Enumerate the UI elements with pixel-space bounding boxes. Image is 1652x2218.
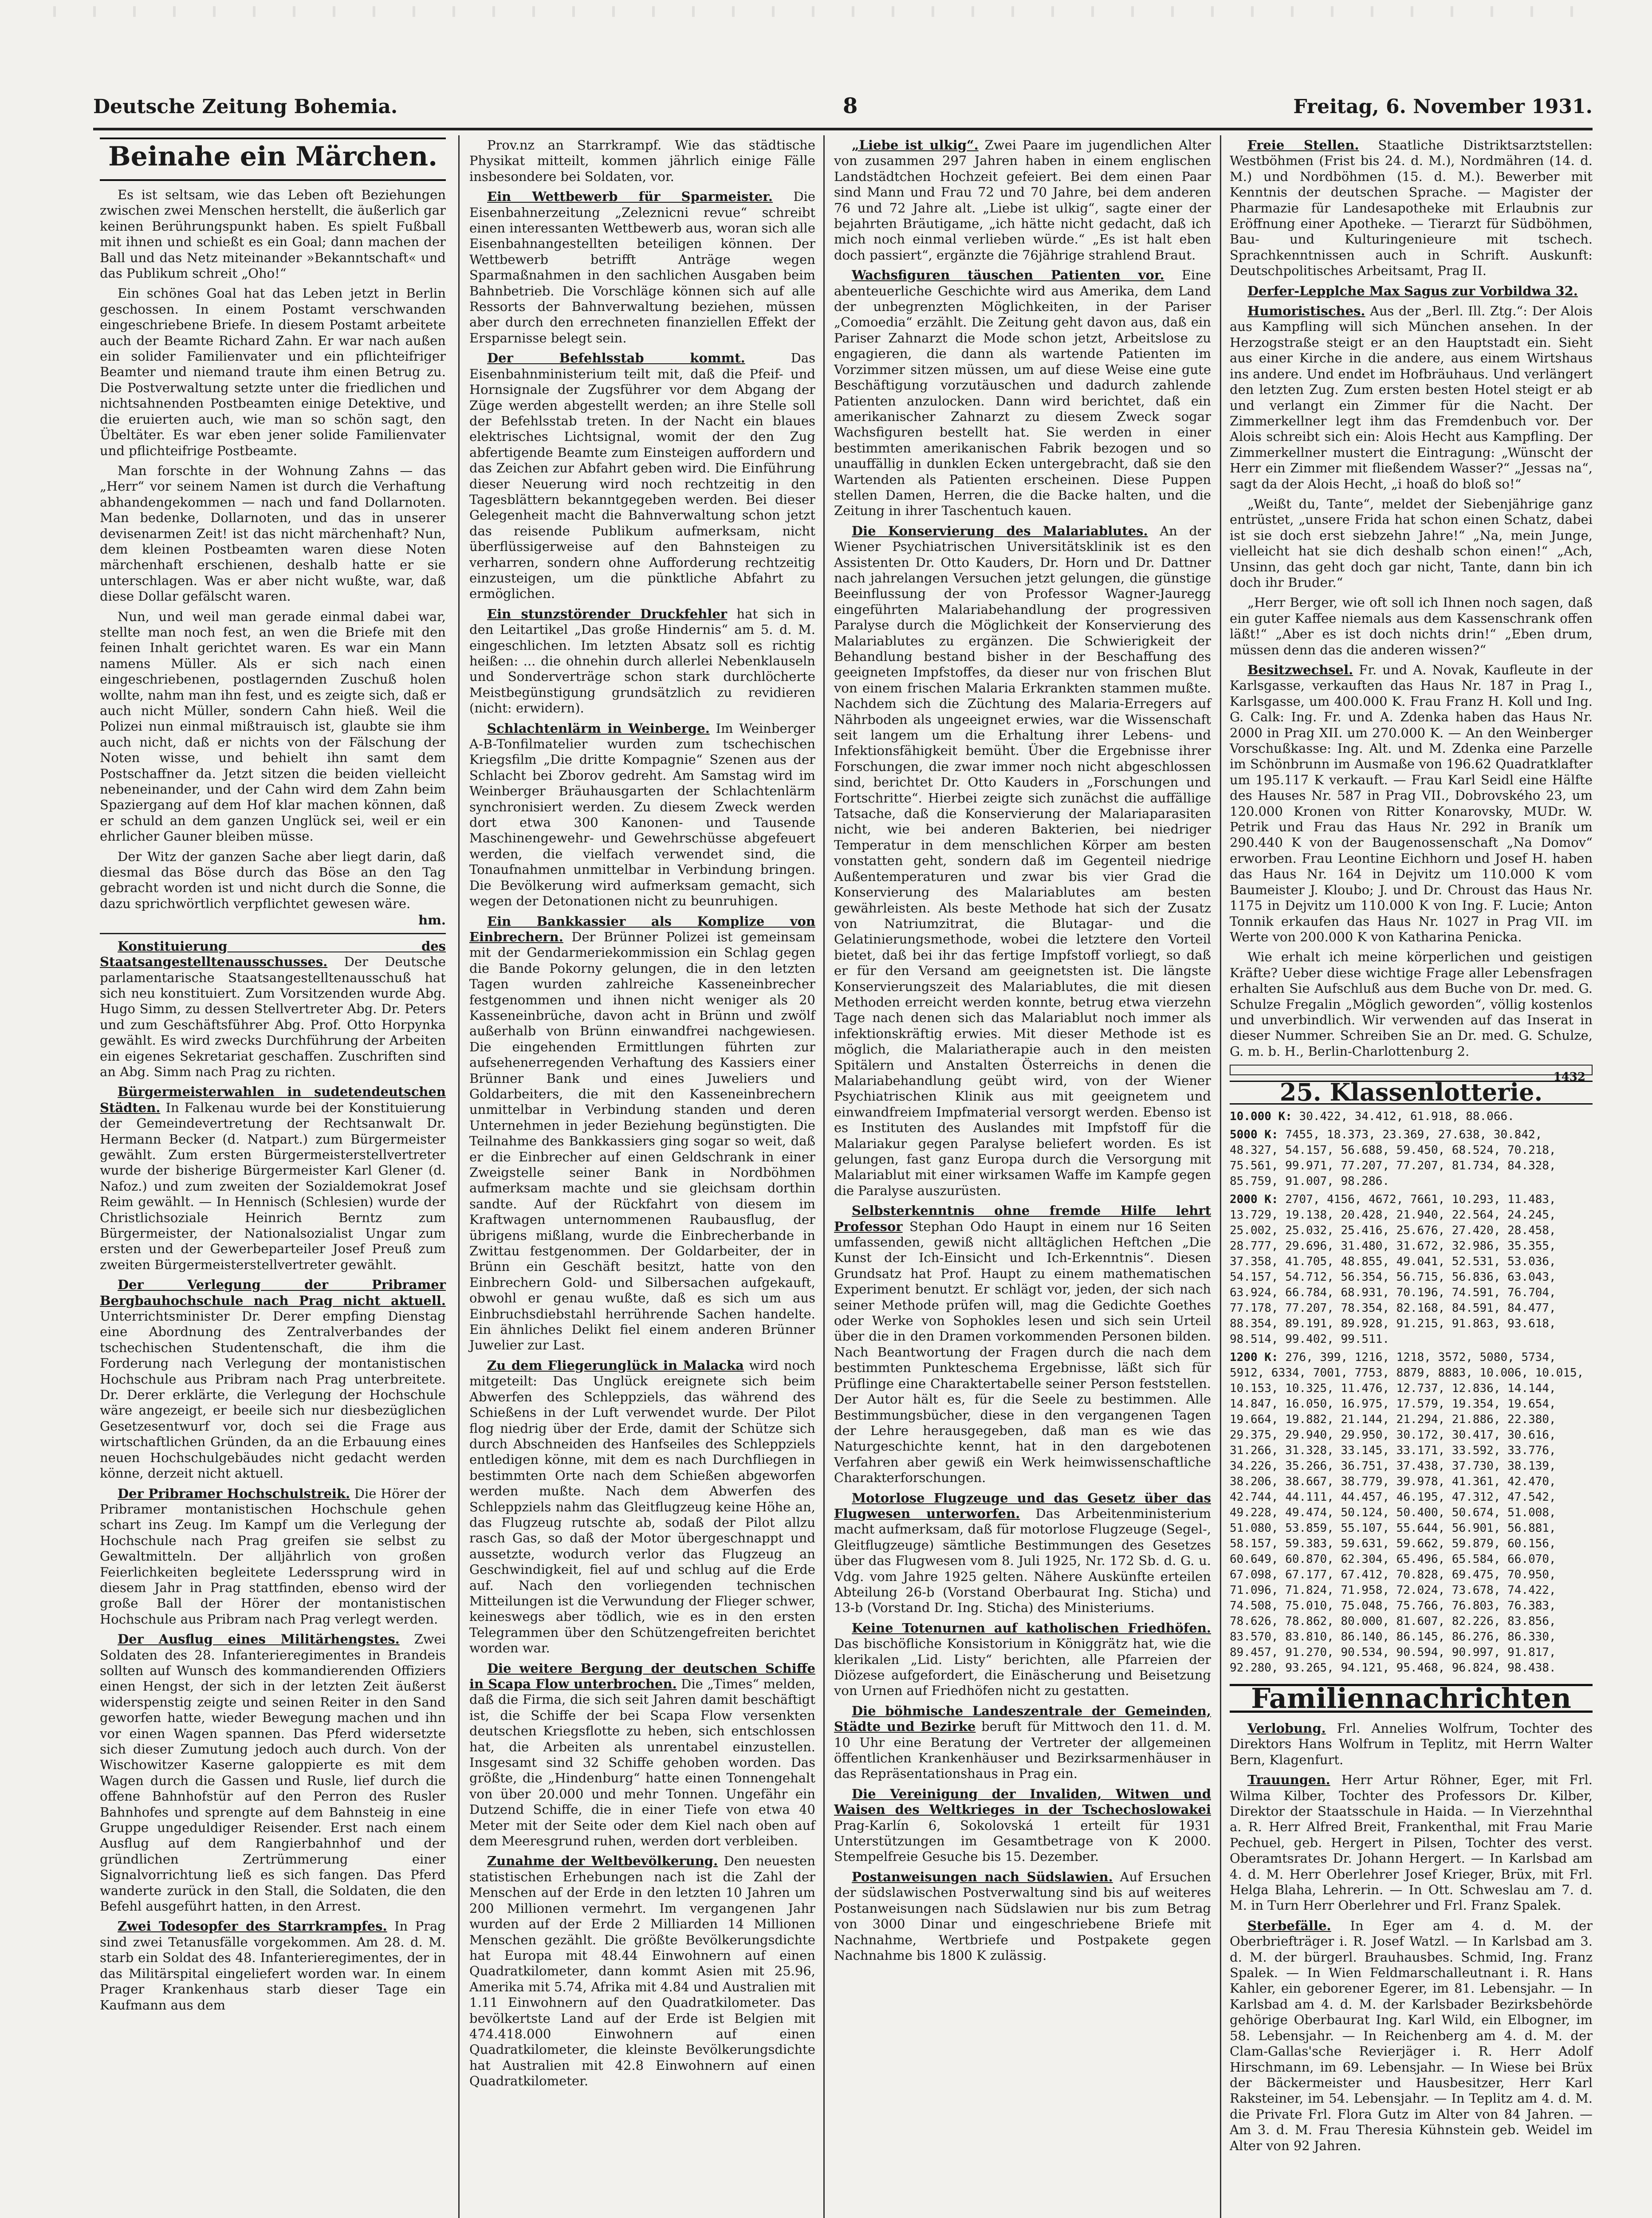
news-item-headline: Bürgermeisterwahlen in sudetendeutschen Städten. <box>100 1084 446 1115</box>
column-4 <box>1230 138 1593 2158</box>
news-items <box>834 138 1211 1963</box>
news-item-headline: Die Konservierung des Malariablutes. <box>852 523 1148 539</box>
family-notice <box>1230 1772 1593 1914</box>
lottery-numbers: 7455, 18.373, 23.369, 27.638, 30.842, 48.327, 54.157, 56.688, 59.450, 68.524, 70.218, 75.561, 99.971, 77.207, 77.207, 81.734, 84.328, 85.759, 91.007, 98.286. <box>1230 1128 1556 1188</box>
news-item <box>1230 662 1593 945</box>
author-signature: hm. <box>418 912 446 928</box>
news-item-headline: Der Verlegung der Pribramer Bergbauhochschule nach Prag nicht aktuell. <box>100 1277 446 1308</box>
news-item-headline: Keine Totenurnen auf katholischen Friedhöfen. <box>852 1620 1211 1636</box>
news-item-text: Staatliche Distriktsarztstellen: Westböhmen (Frist bis 24. d. M.), Nordmähren (14. d. M.) und Nordböhmen (15. d. M.). Bewerber mit Kenntnis der deutschen Sprache. — Magister der Pharmazie für Landesapotheke mit Erlaubnis zur Eröffnung einer Apotheke. — Tierarzt für Südböhmen, Bau- und Kulturingenieure mit tschech. Sprachkenntnissen auch in Schrift. Auskunft: Deutschpolitisches Arbeitsamt, Prag II. <box>1230 138 1593 279</box>
news-item-text: Das Arbeitenministerium macht aufmerksam, daß für motorlose Flugzeuge (Segel-, Gleitflugzeuge) sämtliche Bestimmungen des Gesetzes über das Flugwesen vom 8. Juli 1925, Nr. 172 Sb. d. G. u. Vdg. vom Jahre 1925 gelten. Nähere Auskünfte erteilen Abteilung 26-b (Vorstand Oberbaurat Ing. Sticha) und 13-b (Vorstand Dr. Ing. Sticha) des Ministeriums. <box>834 1506 1211 1616</box>
news-item-headline: Ein Wettbewerb für Sparmeister. <box>487 189 773 204</box>
news-item-headline: Die böhmische Landeszentrale der Gemeinden, Städte und Bezirke <box>834 1703 1211 1734</box>
news-item <box>1230 138 1593 279</box>
news-item-headline: Ein stunzstörender Druckfehler <box>487 606 728 621</box>
ad-number: 1432 <box>1553 1070 1585 1084</box>
news-item <box>469 138 815 185</box>
news-item <box>469 1661 815 1849</box>
news-item-text: Das bischöfliche Konsistorium in Königgrätz hat, wie die klerikalen „Lid. Listy“ berichten, alle Pfarreien der Diözese aufgefordert, die Einäscherung und Beisetzung von Urnen auf Friedhöfen nicht zu gestatten. <box>834 1636 1211 1699</box>
news-item <box>834 1490 1211 1616</box>
news-item <box>834 267 1211 519</box>
masthead <box>93 91 1593 122</box>
feuilleton-header <box>100 138 446 181</box>
family-notice-text: In Eger am 4. d. M. der Oberbriefträger i. R. Josef Watzl. — In Karlsbad am 3. d. M. der bürgerl. Brauhausbes. Schmid, Ing. Franz Spalek. — In Wien Feldmarschalleutnant i. R. Hans Kahler, ein geborener Egerer, im 81. Lebensjahr. — In Karlsbad am 4. d. M. der Karlsbader Bezirksbehörde gehörige Oberbaurat Ing. Karl Wild, ein Elbogner, im 58. Lebensjahr. — In Reichenberg am 4. d. M. der Clam-Gallas'sche Revierjäger i. R. Herr Adolf Hirschmann, im 69. Lebensjahr. — In Wiese bei Brüx der Bäckermeister und Hausbesitzer, Herr Karl Raksteiner, im 54. Lebensjahr. — In Teplitz am 4. d. M. die Private Frl. Flora Gutz im Alter von 84 Jahren. — Am 3. d. M. Frau Theresia Kühnstein geb. Weidel im Alter von 92 Jahren. <box>1230 1918 1593 2153</box>
lottery-numbers: 30.422, 34.412, 61.918, 88.066. <box>1299 1109 1514 1123</box>
paragraph: Ein schönes Goal hat das Leben jetzt in Berlin geschossen. In einem Postamt verschwanden eingeschriebene Briefe. In diesem Postamt arbeitete auch der Beamte Richard Zahn. Er war nach außen ein solider Familienvater und ein pflichteifriger Beamter und niemand traute ihm einen Betrug zu. Die Postverwaltung setzte unter die friedlichen und nichtsahnenden Postbeamten einige Detektive, und die eruierten auch, wie man so schön sagt, den Übeltäter. Es war eben jener solide Familienvater und pflichteifrige Postbeamte. <box>100 286 446 458</box>
column-separator <box>823 135 825 2218</box>
news-item-headline: Zunahme der Weltbevölkerung. <box>487 1853 718 1869</box>
news-item-headline: Konstituierung des Staatsangestelltenausschusses. <box>100 938 446 970</box>
news-item <box>100 1084 446 1273</box>
news-item <box>834 523 1211 1199</box>
news-item-text: Im Weinberger A-B-Tonfilmatelier wurden zum tschechischen Kriegsfilm „Die dritte Kompagnie“ Szenen aus der Schlacht bei Zborov gedreht. Am Samstag wird im Weinberger Bräuhausgarten der Schlachtenlärm synchronisiert werden. Zu diesem Zweck werden dort etwa 300 Kanonen- und Tausende Maschinengewehr- und Gewehrschüsse abgefeuert werden, die vielfach verwendet sind, die Tonaufnahmen unmittelbar in Verbindung bringen. Die Bevölkerung wird aufmerksam gemacht, sich wegen der Detonationen nicht zu beunruhigen. <box>469 720 815 909</box>
masthead-rule <box>93 128 1593 130</box>
news-item-text: In Prag sind zwei Tetanusfälle vorgekommen. Am 28. d. M. starb ein Soldat des 48. Infanterieregimentes, der in das Militärspital eingeliefert worden war. In einem Prager Krankenhaus starb dieser Tage ein Kaufmann aus dem <box>100 1919 446 2013</box>
news-item <box>469 721 815 909</box>
news-item-text: Das Eisenbahnministerium teilt mit, daß die Pfeif- und Hornsignale der Zugsführer vor dem Abgang der Züge werden abgestellt werden; an ihre Stelle soll der Befehlsstab treten. In der Nacht ein blaues elektrisches Lichtsignal, womit der den Zug abfertigende Beamte zum Einsteigen auffordern und das Zeichen zur Abfahrt geben wird. Die Einführung dieser Neuerung wird noch rechtzeitig in den Tagesblättern bekanntgegeben werden. Bei dieser Gelegenheit macht die Bahnverwaltung schon jetzt das reisende Publikum aufmerksam, nicht überflüssigerweise auf den Bahnsteigen zu verharren, sondern ohne Aufforderung rechtzeitig einzusteigen, um die pünktliche Abfahrt zu ermöglichen. <box>469 350 815 602</box>
news-item <box>1230 283 1593 299</box>
news-item-text: Die Eisenbahnerzeitung „Zeleznicni revue“ schreibt einen interessanten Wettbewerb aus, woran sich alle Eisenbahnangestellten beteiligen können. Der Wettbewerb betrifft Anträge wegen Sparmaßnahmen in den sachlichen Ausgaben beim Bahnbetrieb. Die Vorschläge können sich auf alle Ressorts der Bahnverwaltung beziehen, müssen aber durch den errechneten finanziellen Effekt der Ersparnisse belegt sein. <box>469 189 816 346</box>
divider <box>100 933 446 934</box>
family-notice-text: Frl. Annelies Wolfrum, Tochter des Direktors Hans Wolfrum in Teplitz, mit Herrn Walter Bern, Klagenfurt. <box>1230 1720 1593 1767</box>
news-item-headline: Motorlose Flugzeuge und das Gesetz über das Flugwesen unterworfen. <box>834 1490 1211 1521</box>
family-notice-text: Herr Artur Röhner, Eger, mit Frl. Wilma Kilber, Tochter des Professors Dr. Kilber, Direktor der Staatsschule in Haida. — In Vierzehnthal a. R. Herr Alfred Breit, Frankenthal, mit Frau Marie Pechuel, geb. Hergert in Pilsen, Tochter des verst. Oberamtsrates Dr. Johann Hergert. — In Karlsbad am 4. d. M. Herr Oberlehrer Josef Krieger, Brüx, mit Frl. Helga Blaha, Lehrerin. — In Ott. Schweslau am 7. d. M. in Turn Herr Oberlehrer und Frl. Franz Spalek. <box>1230 1772 1593 1913</box>
news-item-headline: Selbsterkenntnis ohne fremde Hilfe lehrt Professor <box>834 1203 1211 1234</box>
paragraph: Der Witz der ganzen Sache aber liegt darin, daß diesmal das Böse durch das Böse an den Tag gebracht worden ist und nicht durch die Sonne, die dazu sprichwörtlich verpflichtet gewesen wäre. <box>100 849 446 911</box>
news-items <box>1230 138 1593 1059</box>
paragraph: Nun, und weil man gerade einmal dabei war, stellte man noch fest, an wen die Briefe mit den feinen Inhalt gerichtet waren. Es war ein Mann namens Müller. Als er sich nach einen eingeschriebenen, postlagernden Zuschuß holen wollte, nahm man ihn fest, und es zeigte sich, daß er auch nicht Müller, sondern Cahn hieß. Weil die Polizei nun einmal mißtrauisch ist, glaubte sie ihm auch nicht, daß er nichts von der Fälschung der Noten wisse, und behielt ihn samt dem Postschaffner da. Jetzt sitzen die beiden vielleicht nebeneinander, und der Cahn wird dem Zahn beim Spaziergang auf dem Hof klar machen können, daß er schuld an dem ganzen Unglück sei, weil er ein ehrlicher Gauner bleiben müsse. <box>100 609 446 844</box>
column-separator <box>1220 135 1221 2218</box>
news-item-text: Prov.nz an Starrkrampf. Wie das städtische Physikat mitteilt, kommen jährlich einige Fälle insbesondere bei Soldaten, vor. <box>469 138 815 184</box>
news-item-text: Der Deutsche parlamentarische Staatsangestelltenausschuß hat sich neu konstituiert. Zum Vorsitzenden wurde Abg. Hugo Simm, zu dessen Stellvertreter Abg. Dr. Peters und zum Geschäftsführer Abg. Prof. Otto Horpynka gewählt. Es wird zwecks Durchführung der Arbeiten ein eigenes Sekretariat geschaffen. Zuschriften sind an Abg. Simm nach Prag zu richten. <box>100 954 446 1079</box>
family-section-title: Familiennachrichten <box>1230 1684 1593 1713</box>
family-notice-headline: Sterbefälle. <box>1247 1918 1331 1933</box>
column-2 <box>469 138 815 2094</box>
news-item-headline: Besitzwechsel. <box>1247 662 1353 677</box>
family-notice-headline: Verlobung. <box>1247 1720 1326 1736</box>
news-item-headline: Zwei Todesopfer des Starrkrampfes. <box>118 1919 387 1934</box>
news-item <box>100 939 446 1080</box>
feuilleton-body <box>100 187 446 928</box>
news-items <box>100 939 446 2013</box>
news-item <box>100 1277 446 1481</box>
news-item-text: An der Wiener Psychiatrischen Universitätsklinik ist es den Assistenten Dr. Otto Kauders, Dr. Horn und Dr. Dattner nach jahrelangen Versuchen jetzt gelungen, die günstige Beeinflussung der von Professor Wagner-Jauregg eingeführten Malariabehandlung der progressiven Paralyse durch die Möglichkeit der Konservierung des Malariablutes zu ergänzen. Die Schwierigkeit der Behandlung bestand bisher in der Beschaffung des geeigneten Impfstoffes, da dieser nur von frischen Blut von einem frischen Malaria Erkrankten stammen mußte. Nachdem sich die Züchtung des Malaria-Erregers auf Nährboden als ungeeignet erwies, war die Wissenschaft seit langem um die Erhaltung ihrer Lebens- und Infektionsfähigkeit bemüht. Über die Ergebnisse ihrer Forschungen, die zwar immer noch nicht abgeschlossen sind, berichtet Dr. Otto Kauders in „Forschungen und Fortschritte“. Hierbei zeigte sich zunächst die auffällige Tatsache, daß die Konservierung der Malariaparasiten nicht, wie bei anderen Bakterien, bei niedriger Temperatur in dem menschlichen Körper am besten vonstatten geht, sondern daß im Gegenteil niedrige Außentemperaturen und zwar bis vier Grad die Konservierung des Malariablutes am besten gewährleisten. Als beste Methode hat sich der Zusatz von Natriumzitrat, die Blutagar- und die Gelatinierungsmethode, wobei die letztere den Vorteil bietet, daß bei ihr das fertige Impfstoff vorliegt, so daß er für den Versand am geeignetsten ist. Die längste Konservierungszeit des Malariablutes, die mit diesen Methoden erreicht werden konnte, betrug etwa vierzehn Tage nach denen sich das Malariablut noch immer als infektionskräftig erwies. Mit dieser Methode ist es möglich, die Malariatherapie auch in den meisten Spitälern und Anstalten Österreichs in denen die Malariabehandlung geübt wird, von der Wiener Psychiatrischen Klinik aus mit geeignetem und einwandfreiem Impfmaterial versorgt werden. Ebenso ist es Instituten des Auslandes mit Impfstoff für die Malariakur gegen Paralyse beliefert worden. Es ist gelungen, fast ganz Europa durch die Versorgung mit Malariablut mit einer wirksamen Waffe im Kampfe gegen die Paralyse auszurüsten. <box>834 523 1211 1198</box>
news-item-text: Den neuesten statistischen Erhebungen nach ist die Zahl der Menschen auf der Erde in den letzten 10 Jahren um 200 Millionen vermehrt. Im vergangenen Jahr wurden auf der Erde 2 Milliarden 14 Millionen Menschen gezählt. Die größte Bevölkerungsdichte hat Europa mit 48.44 Einwohnern auf einen Quadratkilometer, dann kommt Asien mit 25.96, Amerika mit 5.74, Afrika mit 4.84 und Australien mit 1.11 Einwohnern auf den Quadratkilometer. Das bevölkertste Land auf der Erde ist Belgien mit 474.418.000 Einwohnern auf einen Quadratkilometer, die kleinste Bevölkerungsdichte hat Australien mit 42.8 Einwohnern auf einen Quadratkilometer. <box>469 1853 815 2089</box>
lottery-numbers: 2707, 4156, 4672, 7661, 10.293, 11.483, 13.729, 19.138, 20.428, 21.940, 22.564, 24.245, 25.002, 25.032, 25.416, 25.676, 27.420, 28.458, 28.777, 29.696, 31.480, 31.672, 32.986, 35.355, 37.358, 41.705, 48.855, 49.041, 52.531, 53.036, 54.157, 54.712, 56.354, 56.715, 56.836, 63.043, 63.924, 66.784, 68.931, 70.196, 74.591, 76.704, 77.178, 77.207, 78.354, 82.168, 84.591, 84.477, 88.354, 89.191, 89.928, 91.215, 91.863, 93.618, 98.514, 99.402, 99.511. <box>1230 1192 1556 1346</box>
news-item <box>469 1358 815 1656</box>
news-item-text: Auf Ersuchen der südslawischen Postverwaltung sind bis auf weiteres Postanweisungen nach Südslawien nur bis zum Betrag von 3000 Dinar und eingeschriebene Briefe mit Nachnahme, Wertbriefe und Postpakete gegen Nachnahme bis 1800 K zulässig. <box>834 1869 1211 1963</box>
news-item-text: In Falkenau wurde bei der Konstituierung der Gemeindevertretung der Rechtsanwalt Dr. Hermann Becker (d. Natpart.) zum Bürgermeister gewählt. Zum ersten Bürgermeisterstellvertreter wurde der bisherige Bürgermeister Karl Glener (d. Nafoz.) und zum zweiten der Sozialdemokrat Josef Reim gewählt. — In Hennisch (Schlesien) wurde der Christlichsoziale Heinrich Berntz zum Bürgermeister, der Nationalsozialist Ungar zum ersten und der Gewerbeparteiler Josef Preuß zum zweiten Bürgermeisterstellvertreter gewählt. <box>100 1100 446 1272</box>
news-item-text: „Weißt du, Tante“, meldet der Siebenjährige ganz entrüstet, „unsere Frida hat schon einen Schatz, dabei ist sie doch erst siebzehn Jahre!“ „Na, mein Junge, vielleicht hat sie dich deshalb schon einen!“ „Ach, Unsinn, das geht doch gar nicht, Tante, dann bin ich doch ihr Bruder.“ <box>1230 496 1593 590</box>
news-item-headline: Humoristisches. <box>1247 303 1365 319</box>
feuilleton-title: Beinahe ein Märchen. <box>108 141 438 172</box>
news-item <box>834 138 1211 263</box>
family-notice <box>1230 1721 1593 1768</box>
column-3 <box>834 138 1211 1968</box>
news-item <box>1230 496 1593 590</box>
family-notice <box>1230 1918 1593 2154</box>
news-item-text: „Herr Berger, wie oft soll ich Ihnen noch sagen, daß ein guter Kaffee niemals aus dem Kassenschrank offen läßt!“ „Aber es ist doch nichts drin!“ „Eben drum, müssen denn das die anderen wissen?“ <box>1230 595 1593 657</box>
scan-edge-noise <box>53 6 1597 17</box>
page-number: 8 <box>843 94 858 118</box>
paragraph: Es ist seltsam, wie das Leben oft Beziehungen zwischen zwei Menschen herstellt, die äußerlich gar keinen Berührungspunkt haben. Es spielt Fußball mit ihnen und schießt es ein Goal; dann machen der Ball und das Netz miteinander »Bekanntschaft« und das Publikum schreit „Oho!“ <box>100 187 446 281</box>
news-item-text: wird noch mitgeteilt: Das Unglück ereignete sich beim Abwerfen des Schleppziels, das während des Schießens in der Luft verwendet wurde. Der Pilot flog niedrig über der Erde, damit der Schütze sich durch Abschneiden des Hanfseiles des Schleppziels entledigen könne, mit dem es nach Durchfliegen in bestimmten Orte nach dem Schießen abgeworfen werden mußte. Nach dem Abwerfen des Schleppziels nahm das Gleitflugzeug keine Höhe an, das Flugzeug rutschte ab, sodaß der Pilot allzu rasch Gas, so daß der Motor übergeschnappt und aussetzte, wodurch verlor das Flugzeug an Geschwindigkeit, fiel auf und schlug auf die Erde auf. Nach den vorliegenden technischen Mitteilungen ist die Verwundung der Flieger schwer, keineswegs aber tödlich, wie es in den ersten Telegrammen über den Schützengefreiten berichtet worden war. <box>469 1357 815 1656</box>
news-item <box>469 914 815 1353</box>
lottery-results <box>1230 1109 1593 1676</box>
lottery-prize-label: 5000 K: <box>1230 1128 1278 1141</box>
family-notices <box>1230 1721 1593 2154</box>
column-separator <box>458 135 460 2218</box>
news-item <box>469 350 815 602</box>
news-item-headline: „Liebe ist ulkig“. <box>852 138 979 153</box>
family-notice-headline: Trauungen. <box>1247 1772 1330 1788</box>
news-item <box>1230 303 1593 492</box>
news-item-text: Stephan Odo Haupt in einem nur 16 Seiten umfassenden, gewiß nicht alltäglichen Heftchen „Die Kunst der Ich-Einsicht und Ich-Erkenntnis“. Diesen Grundsatz hat Prof. Haupt zu einem mathematischen Experiment benutzt. Er schlägt vor, jeden, der sich nach seiner Methode prüfen will, mag die Gedichte Goethes oder Werke von Sophokles lesen und sich sein Urteil über die in den Dramen vorkommenden Personen bilden. Nach Beantwortung der Fragen durch die nach dem bestimmten Punkteschema Ergebnisse, läßt sich für Prüflinge eine Charaktertabelle seiner Person feststellen. Der Autor hält es, für die Seele zu bestimmen. Alle Bestimmungsbücher, diese in den vergangenen Tagen der Lehre herausgegeben, daß man es wie das Naturgeschichte kennt, hat in den dargebotenen Verfahren aber gewiß ein Werk heimwissenschaftliche Charakterforschungen. <box>834 1219 1211 1486</box>
news-item-headline: Die weitere Bergung der deutschen Schiffe in Scapa Flow unterbrochen. <box>469 1660 815 1691</box>
news-item-headline: Postanweisungen nach Südslawien. <box>852 1869 1113 1884</box>
news-item-headline: Zu dem Fliegerunglück in Malacka <box>487 1357 744 1373</box>
news-item-text: Eine abenteuerliche Geschichte wird aus Amerika, dem Land der unbegrenzten Möglichkeiten, in der Pariser „Comoedia“ erzählt. Die Zeitung geht davon aus, daß ein Pariser Zahnarzt die Mode schon jetzt, Arbeitslose zu engagieren, die dann als wartende Patienten im Vorzimmer sitzen müssen, um auf diese Weise eine gute Beschäftigung vorzutäuschen und dadurch zahlende Patienten anzulocken. Dann wird berichtet, daß ein amerikanischer Zahnarzt zu diesem Zweck sogar Wachsfiguren bestellt hat. Sie werden in einer bestimmten amerikanischen Fabrik bezogen und so unauffällig in dunklen Ecken untergebracht, daß sie den Wartenden als Patienten erscheinen. Diese Puppen stellen Damen, Herren, die die Backe halten, und die Zeitung in ihrer Taschentuch kauen. <box>834 267 1211 519</box>
news-item-headline: Wachsfiguren täuschen Patienten vor. <box>852 267 1164 283</box>
masthead-title: Deutsche Zeitung Bohemia. <box>93 95 398 118</box>
news-item <box>834 1620 1211 1699</box>
news-item <box>100 1919 446 2013</box>
news-item <box>100 1632 446 1914</box>
column-1 <box>100 138 446 2017</box>
news-item <box>469 189 815 346</box>
news-item <box>1230 595 1593 658</box>
news-item-text: Unterrichtsminister Dr. Derer empfing Dienstag eine Abordnung des Zentralverbandes der tschechischen Studentenschaft, die ihm die Forderung nach Verlegung der montanistischen Hochschule aus Pribram nach Prag unterbreitete. Dr. Derer erklärte, die Verlegung der Hochschule wäre angezeigt, er beeile sich nur diesbezüglichen Gesetzesentwurf vor, doch sei die Frage aus wirtschaftlichen Gründen, da an die Erbauung eines neuen Hochschulgebäudes nicht gedacht werden könne, derzeit nicht aktuell. <box>100 1309 446 1481</box>
news-item-text: Zwei Soldaten des 28. Infanterieregimentes in Brandeis sollten auf Wunsch des kommandierenden Offiziers einen Hengst, der sich in der letzten Zeit äußerst widerspenstig zeigte und seinen Reiter in den Sand geworfen hatte, wieder Bewegung machen und ihn vor einen Wagen spannen. Das Pferd widersetzte sich dieser Zumutung jedoch auch durch. Von der Wischowitzer Kaserne galoppierte es mit dem Wagen durch die Gassen und Rusle, lief durch die offene Bahnhofstür auf den Perron des Rusler Bahnhofes und sprengte auf dem Bahnsteig in eine Gruppe ungeduldiger Reisender. Erst nach einem Ausflug auf dem Rangierbahnhof und der gründlichen Zertrümmerung einer Signalvorrichtung ließ es sich fangen. Das Pferd wanderte zurück in den Stall, die Soldaten, die den Befehl ausgeführt hatten, in den Arrest. <box>100 1632 446 1914</box>
news-item-headline: Derfer-Lepplche Max Sagus zur Vorbildwa 32. <box>1247 283 1578 299</box>
paragraph: Man forschte in der Wohnung Zahns — das „Herr“ vor seinem Namen ist durch die Verhaftung abhandengekommen — nach und fand Dollarnoten. Man bedenke, Dollarnoten, und das in unserer devisenarmen Zeit! ist das nicht märchenhaft? Nun, dem kleinen Postbeamten waren diese Noten märchenhaft erschienen, deshalb hatte er sie unterschlagen. Was er aber nicht wußte, war, daß diese Dollar gefälscht waren. <box>100 463 446 604</box>
news-item <box>1230 949 1593 1059</box>
lottery-numbers: 276, 399, 1216, 1218, 3572, 5080, 5734, 5912, 6334, 7001, 7753, 8879, 8883, 10.006, 10.015, 10.153, 10.325, 11.476, 12.737, 12.836, 14.144, 14.847, 16.050, 16.975, 17.579, 19.354, 19.654, 19.664, 19.882, 21.144, 21.294, 21.886, 22.380, 29.375, 29.940, 29.950, 30.172, 30.417, 30.616, 31.266, 31.328, 33.145, 33.171, 33.592, 33.776, 34.226, 35.266, 36.751, 37.438, 37.730, 38.139, 38.206, 38.667, 38.779, 39.978, 41.361, 42.470, 42.744, 44.111, 44.457, 46.195, 47.312, 47.542, 49.228, 49.474, 50.124, 50.400, 50.674, 51.008, 51.080, 53.859, 55.107, 55.644, 56.901, 56.881, 58.157, 59.383, 59.631, 59.662, 59.879, 60.156, 60.649, 60.870, 62.304, 65.496, 65.584, 66.070, 67.098, 67.177, 67.412, 70.828, 69.475, 70.950, 71.096, 71.824, 71.958, 72.024, 73.678, 74.422, 74.508, 75.010, 75.048, 75.766, 76.803, 76.383, 78.626, 78.862, 80.000, 81.607, 82.226, 83.856, 83.570, 83.810, 86.140, 86.145, 86.276, 86.330, 89.457, 91.270, 90.534, 90.594, 90.997, 91.817, 92.280, 93.265, 94.121, 95.468, 96.824, 98.438. <box>1230 1350 1584 1675</box>
lottery-prize-label: 1200 K: <box>1230 1350 1278 1364</box>
news-item <box>469 606 815 716</box>
news-item-headline: Freie Stellen. <box>1247 138 1359 153</box>
masthead-date: Freitag, 6. November 1931. <box>1293 95 1593 118</box>
news-item-headline: Der Befehlsstab kommt. <box>487 350 745 366</box>
news-item <box>469 1853 815 2089</box>
lottery-group <box>1230 1350 1593 1676</box>
news-item-text: Fr. und A. Novak, Kaufleute in der Karlsgasse, verkauften das Haus Nr. 187 in Prag I., Karlsgasse, um 400.000 K. Frau Franz H. Koll und Ing. G. Calk: Ing. Fr. und A. Zdenka haben das Haus Nr. 2000 in Prag XII. um 270.000 K. — An den Weinberger Vorschußkasse: Ing. Alt. und M. Zdenka eine Parzelle im Schönbrunn im Ausmaße von 196.62 Quadratklafter um 195.117 K verkauft. — Frau Karl Seidl eine Hälfte des Hauses Nr. 587 in Prag VII., Dobrovského 23, um 120.000 Kronen von Ritter Konarovsky, MUDr. W. Petrik und Frau das Haus Nr. 292 in Braník um 290.440 K von der Baugenossenschaft „Na Domov“ erworben. Frau Leontine Eichhorn und Josef H. haben das Haus Nr. 164 in Dejvitz um 110.000 K vom Baumeister J. Kloubo; J. und Dr. Chroust das Haus Nr. 1175 in Dejvitz um 110.000 K von Ing. F. Lucie; Anton Tonnik erkaufen das Haus Nr. 1027 in Prag VII. im Werte von 200.000 K von Katharina Penicka. <box>1230 662 1593 944</box>
lottery-group <box>1230 1127 1593 1189</box>
news-item <box>100 1486 446 1628</box>
news-item-text: Prag-Karlín 6, Sokolovská 1 erteilt für 1931 Unterstützungen im Gesamtbetrage von K 2000. Stempelfreie Gesuche bis 15. Dezember. <box>834 1817 1211 1864</box>
news-item-text: beruft für Mittwoch den 11. d. M. 10 Uhr eine Beratung der Vertreter der allgemeinen öffentlichen Krankenhäuser und Bezirksarmenhäuser in das Repräsentationshaus in Prag ein. <box>834 1719 1211 1781</box>
lottery-prize-label: 2000 K: <box>1230 1192 1278 1206</box>
news-item <box>834 1786 1211 1865</box>
lottery-title: 25. Klassenlotterie. <box>1230 1081 1593 1104</box>
news-item <box>834 1869 1211 1963</box>
news-item-headline: Schlachtenlärm in Weinberge. <box>487 720 710 736</box>
news-item-text: Zwei Paare im jugendlichen Alter von zusammen 297 Jahren haben in einem englischen Landstädtchen Hochzeit gefeiert. Bei dem einen Paar sind Mann und Frau 72 und 70 Jahre, bei dem anderen 76 und 72 Jahre alt. „Liebe ist ulkig“, sagte einer der bejahrten Bräutigame, „ich hätte nicht gedacht, daß ich mich noch einmal verlieben würde.“ „Es ist halt eben doch passiert“, ergänzte die 76jährige strahlend Braut. <box>834 138 1211 263</box>
news-item-headline: Ein Bankkassier als Komplize von Einbrechern. <box>469 913 815 944</box>
lottery-group <box>1230 1192 1593 1347</box>
news-item <box>834 1703 1211 1782</box>
news-item <box>834 1203 1211 1486</box>
news-item-text: Die Hörer der Pribramer montanistischen Hochschule gehen schart ins Zeug. Im Kampf um die Verlegung der Hochschule nach Prag greifen sie selbst zu Gewaltmitteln. Der alljährlich von großen Feierlichkeiten begleitete Lederssprung wird in diesem Jahr in Prag stattfinden, ebenso wird der große Ball der Hörer der montanistischen Hochschule aus Pribram nach Prag verlegt werden. <box>100 1486 446 1627</box>
news-item-text: Wie erhalt ich meine körperlichen und geistigen Kräfte? Ueber diese wichtige Frage aller Lebensfragen erhalten Sie Aufschluß aus dem Buche von Dr. med. G. Schulze Fregalin „Möglich geworden“, völlig kostenlos und unverbindlich. Wir verwenden auf das Inserat in dieser Nummer. Schreiben Sie an Dr. med. G. Schulze, G. m. b. H., Berlin-Charlottenburg 2. <box>1230 949 1593 1059</box>
news-item-headline: Der Ausflug eines Militärhengstes. <box>118 1632 400 1647</box>
advertisement <box>1230 1065 1593 1084</box>
lottery-prize-label: 10.000 K: <box>1230 1109 1292 1123</box>
news-item-text: Die „Times“ melden, daß die Firma, die sich seit Jahren damit beschäftigt ist, die Schiffe der bei Scapa Flow versenkten deutschen Kriegsflotte zu heben, sich entschlossen hat, die Arbeiten als unrentabel einzustellen. Insgesamt sind 32 Schiffe gehoben worden. Das größte, die „Hindenburg“ hatte einen Tonnengehalt von über 20.000 und mehr Tonnen. Ungefähr ein Dutzend Schiffe, die in einer Tiefe von etwa 40 Meter mit der Seite oder dem Kiel nach oben auf dem Meeresgrund ruhen, werden dort verbleiben. <box>469 1676 815 1849</box>
news-item-text: Aus der „Berl. Ill. Ztg.“: Der Alois aus Kampfling will sich München ansehen. In der Herzogstraße steigt er an den Hauptstadt ein. Sieht aus einer Kirche in die andere, aus einem Wirtshaus ins andere. Und endet im Hofbräuhaus. Und verlängert den letzten Zug. Zum ersten besten Hotel steigt er ab und verlangt ein Zimmer für die Nacht. Der Zimmerkellner legt ihm das Fremdenbuch vor. Der Alois schreibt sich ein: Alois Hecht aus Kampfling. Der Zimmerkellner mustert die Eintragung: „Wünscht der Herr ein Zimmer mit fließendem Wasser?“ „Jessas na“, sagt da der Alois Hecht, „i hoaß do bloß so!“ <box>1230 303 1593 492</box>
lottery-group <box>1230 1109 1593 1125</box>
news-item-text: hat sich in den Leitartikel „Das große Hindernis“ am 5. d. M. eingeschlichen. Im letzten Absatz soll es richtig heißen: ... die ohnehin durch allerlei Nebenklauseln und Sonderverträge schon stark durchlöcherte Meistbegünstigung grundsätzlich zu revidieren (nicht: erwidern). <box>469 606 815 716</box>
news-item-headline: Der Pribramer Hochschulstreik. <box>118 1486 350 1501</box>
news-item-text: Der Brünner Polizei ist gemeinsam mit der Gendarmeriekommission ein Schlag gegen die Bande Pokorny gelungen, die in den letzten Tagen wurden zahlreiche Kasseneinbrecher festgenommen und ihnen nicht weniger als 20 Kasseneinbrüche, davon acht in Brünn und zwölf außerhalb von Brünn einwandfrei nachgewiesen. Die eingehenden Ermittlungen führten zur aufsehenerregenden Verhaftung des Kassiers einer Brünner Bank und eines Juweliers und Goldarbeiters, die mit den Kasseneinbrechern unmittelbar in Verbindung standen und deren Unternehmen in jeder Beziehung begünstigten. Die Teilnahme des Bankkassiers ging sogar so weit, daß er die Einbrecher auf einen Geldschrank in einer Zweigstelle seiner Bank in Nordböhmen aufmerksam machte und sie gleichsam dorthin sandte. Auf der Rückfahrt von diesem im Kraftwagen unternommenen Raubausflug, der übrigens mißlang, wurde die Einbrecherbande in Zwittau festgenommen. Der Goldarbeiter, der in Brünn ein Geschäft besitzt, hatte von den Einbrechern Gold- und Silbersachen aufgekauft, obwohl er genau wußte, daß es sich um aus Einbruchsdiebstahl herrührende Sachen handelte. Ein ähnliches Delikt fiel einem anderen Brünner Juwelier zur Last. <box>469 929 816 1353</box>
news-item-headline: Die Vereinigung der Invaliden, Witwen und Waisen des Weltkrieges in der Tschechoslowakei <box>834 1786 1211 1817</box>
news-items <box>469 138 815 2089</box>
